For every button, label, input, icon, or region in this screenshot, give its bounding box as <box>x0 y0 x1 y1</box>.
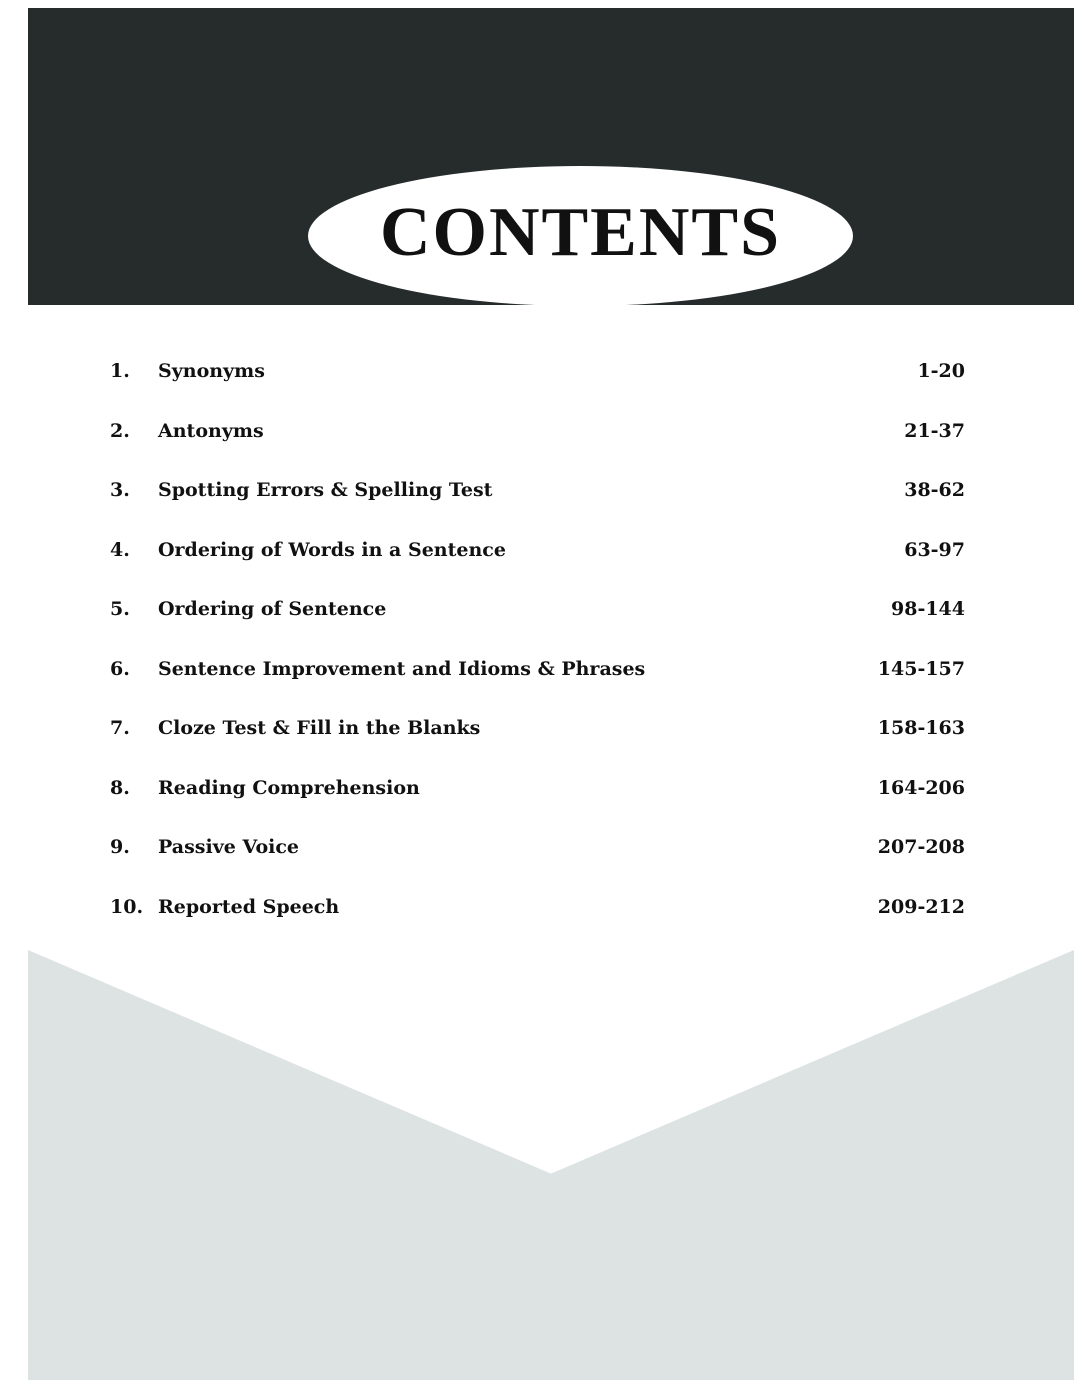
chapter-number: 8. <box>110 776 130 799</box>
table-row[interactable] <box>0 896 1080 956</box>
table-of-contents <box>0 360 1080 955</box>
title-ellipse <box>308 166 853 306</box>
table-row[interactable] <box>0 479 1080 539</box>
chapter-pages: 21-37 <box>904 419 965 442</box>
chapter-title: Reported Speech <box>158 895 340 918</box>
header-banner <box>28 8 1074 305</box>
chapter-pages: 38-62 <box>904 479 965 501</box>
chapter-pages: 164-206 <box>877 776 965 799</box>
table-row[interactable] <box>0 360 1080 420</box>
table-row[interactable] <box>0 539 1080 599</box>
table-row[interactable] <box>0 717 1080 777</box>
chapter-pages: 158-163 <box>877 717 965 739</box>
chapter-number: 5. <box>110 598 130 620</box>
chapter-number: 2. <box>110 419 130 442</box>
chevron-decoration <box>28 950 1074 1380</box>
page-title: CONTENTS <box>379 194 782 271</box>
table-row[interactable] <box>0 836 1080 896</box>
chapter-number: 3. <box>110 479 130 501</box>
chapter-number: 6. <box>110 657 130 680</box>
chapter-title: Sentence Improvement and Idioms & Phrases <box>158 657 646 680</box>
chapter-title: Reading Comprehension <box>158 776 420 799</box>
chapter-title: Cloze Test & Fill in the Blanks <box>158 717 481 739</box>
chapter-title: Ordering of Sentence <box>158 598 387 620</box>
chapter-title: Spotting Errors & Spelling Test <box>158 479 493 501</box>
table-row[interactable] <box>0 777 1080 837</box>
chapter-pages: 63-97 <box>904 538 965 561</box>
chapter-pages: 209-212 <box>877 895 965 918</box>
chapter-pages: 207-208 <box>877 836 965 858</box>
table-row[interactable] <box>0 420 1080 480</box>
table-row[interactable] <box>0 598 1080 658</box>
chapter-pages: 1-20 <box>917 360 965 382</box>
chapter-number: 4. <box>110 538 130 561</box>
chapter-number: 7. <box>110 717 130 739</box>
chapter-title: Antonyms <box>158 419 264 442</box>
chapter-pages: 145-157 <box>877 657 965 680</box>
chapter-title: Ordering of Words in a Sentence <box>158 538 506 561</box>
chapter-number: 10. <box>110 895 144 918</box>
chapter-number: 1. <box>110 360 130 382</box>
chapter-title: Synonyms <box>158 360 265 382</box>
chapter-title: Passive Voice <box>158 836 299 858</box>
chapter-pages: 98-144 <box>891 598 965 620</box>
chapter-number: 9. <box>110 836 130 858</box>
table-row[interactable] <box>0 658 1080 718</box>
